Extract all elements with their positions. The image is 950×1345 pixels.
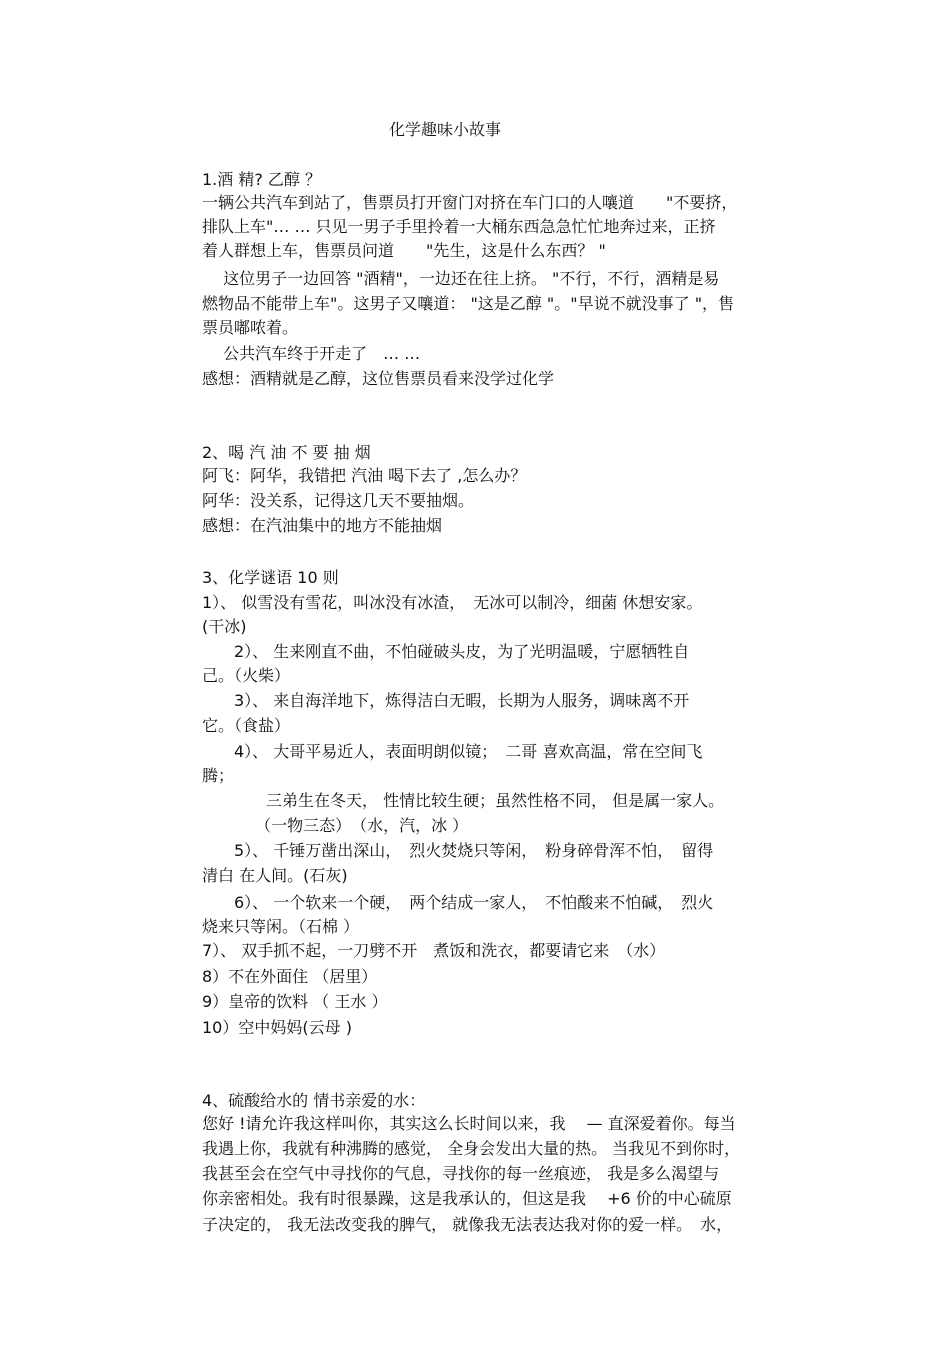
story4-line: 我甚至会在空气中寻找你的气息，寻找你的每一丝痕迹， 我是多么渴望与 [202, 1164, 720, 1183]
story4-line: 你亲密相处。我有时很暴躁，这是我承认的，但这是我 +6 价的中心硫原 [202, 1189, 732, 1208]
riddle-line: 2）、 生来刚直不曲，不怕碰破头皮，为了光明温暖，宁愿牺牲自 [202, 642, 690, 661]
riddle-line: 烧来只等闲。（石棉 ） [202, 917, 360, 936]
riddle-line: 5）、 千锤万凿出深山， 烈火焚烧只等闲， 粉身碎骨浑不怕， 留得 [202, 841, 714, 860]
story2-line: 感想：在汽油集中的地方不能抽烟 [202, 516, 443, 535]
story1-line: 着人群想上车，售票员问道 "先生，这是什么东西？ " [202, 241, 606, 260]
story1-line: 排队上车"… … 只见一男子手里拎着一大桶东西急急忙忙地奔过来，正挤 [202, 217, 716, 236]
story3-heading: 3、化学谜语 10 则 [202, 568, 339, 587]
riddle-line: 3）、 来自海洋地下，炼得洁白无暇，长期为人服务，调味离不开 [202, 691, 690, 710]
story4-heading: 4、硫酸给水的 情书亲爱的水： [202, 1091, 426, 1110]
story2-line: 阿飞：阿华，我错把 汽油 喝下去了 ,怎么办？ [202, 466, 527, 485]
story1-line: 感想：酒精就是乙醇，这位售票员看来没学过化学 [202, 369, 555, 388]
riddle-line: 8）不在外面住 （居里） [202, 967, 378, 986]
riddle-line: (干冰) [202, 617, 247, 636]
riddle-line: （一物三态） （水，汽，冰 ） [202, 816, 469, 835]
riddle-line: 它。（食盐） [202, 716, 291, 735]
story4-line: 您好 !请允许我这样叫你，其实这么长时间以来，我 — 直深爱着你。每当 [202, 1114, 736, 1133]
story1-line: 票员嘟哝着。 [202, 318, 299, 337]
story1-line: 燃物品不能带上车"。这男子又嚷道： "这是乙醇 "。"早说不就没事了 "，售 [202, 294, 735, 313]
story1-heading: 1.酒 精? 乙醇 ？ [202, 170, 322, 189]
story2-line: 阿华：没关系，记得这几天不要抽烟。 [202, 491, 475, 510]
riddle-line: 清白 在人间。(石灰) [202, 866, 348, 885]
story1-line: 一辆公共汽车到站了，售票员打开窗门对挤在车门口的人嚷道 "不要挤， [202, 193, 738, 212]
riddle-line: 9）皇帝的饮料 （ 王水 ） [202, 992, 388, 1011]
riddle-line: 10）空中妈妈(云母 ) [202, 1018, 352, 1037]
document-title: 化学趣味小故事 [389, 120, 502, 139]
story4-line: 我遇上你，我就有种沸腾的感觉， 全身会发出大量的热。 当我见不到你时， [202, 1139, 741, 1158]
story1-line: 这位男子一边回答 "酒精"，一边还在往上挤。 "不行，不行，酒精是易 [202, 269, 720, 288]
riddle-line: 腾； [202, 766, 235, 785]
story4-line: 子决定的， 我无法改变我的脾气， 就像我无法表达我对你的爱一样。 水， [202, 1215, 733, 1234]
riddle-line: 1）、 似雪没有雪花，叫冰没有冰渣， 无冰可以制冷，细菌 休想安家。 [202, 593, 703, 612]
story2-heading: 2、喝 汽 油 不 要 抽 烟 [202, 443, 371, 462]
riddle-line: 己。（火柴） [202, 666, 291, 685]
riddle-line: 三弟生在冬天， 性情比较生硬；虽然性格不同， 但是属一家人。 [202, 791, 725, 810]
riddle-line: 4）、 大哥平易近人，表面明朗似镜； 二哥 喜欢高温，常在空间飞 [202, 742, 703, 761]
story1-line: 公共汽车终于开走了 … … [202, 344, 421, 363]
riddle-line: 7）、 双手抓不起，一刀劈不开 煮饭和洗衣，都要请它来 （水） [202, 941, 666, 960]
riddle-line: 6）、 一个软来一个硬， 两个结成一家人， 不怕酸来不怕碱， 烈火 [202, 893, 714, 912]
